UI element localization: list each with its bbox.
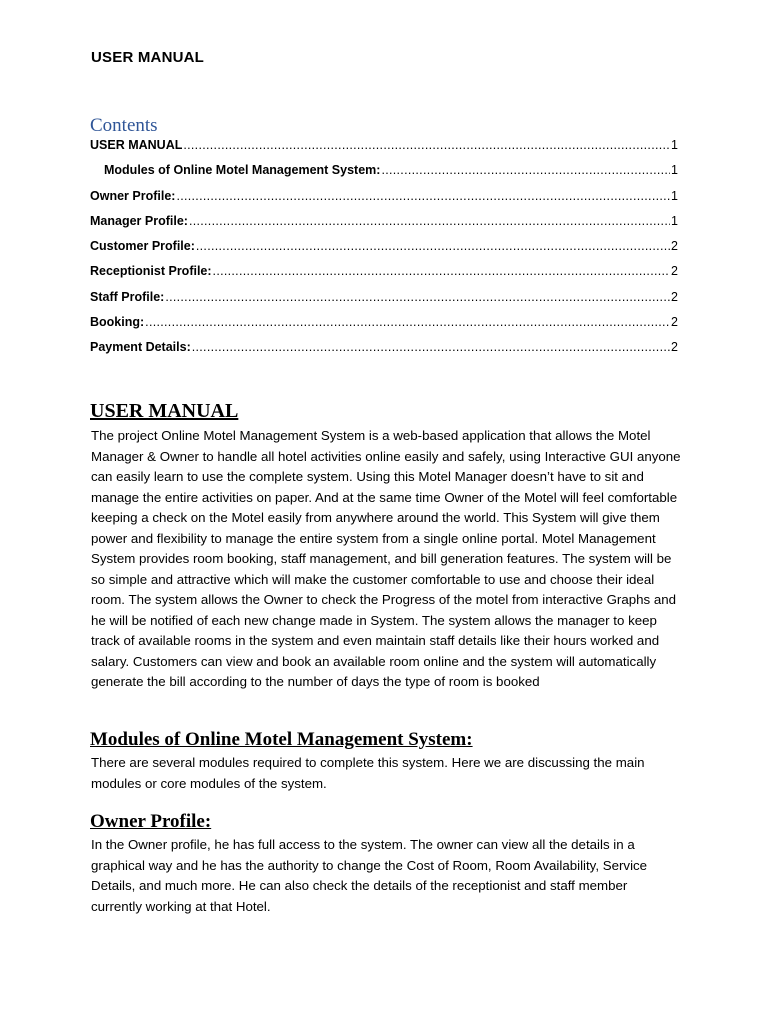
toc-leader bbox=[213, 264, 671, 278]
toc-entry-page: 1 bbox=[671, 163, 678, 178]
page-header-title: USER MANUAL bbox=[91, 49, 205, 66]
toc-entry-user-manual[interactable] bbox=[90, 138, 678, 163]
modules-body: There are several modules required to complete this system. Here we are discussing the main modules or core modules of the system. bbox=[91, 755, 645, 791]
toc-leader bbox=[189, 214, 670, 228]
modules-heading: Modules of Online Motel Management System: bbox=[90, 729, 473, 750]
toc-entry-label: Payment Details: bbox=[90, 340, 191, 355]
table-of-contents bbox=[90, 138, 678, 366]
contents-heading: Contents bbox=[90, 115, 158, 136]
toc-entry-booking[interactable] bbox=[90, 315, 678, 340]
toc-entry-manager-profile[interactable] bbox=[90, 214, 678, 239]
toc-entry-page: 2 bbox=[671, 340, 678, 355]
toc-entry-label: Modules of Online Motel Management System: bbox=[104, 163, 381, 178]
toc-entry-label: Staff Profile: bbox=[90, 289, 165, 304]
toc-entry-customer-profile[interactable] bbox=[90, 239, 678, 264]
toc-leader bbox=[145, 315, 670, 329]
toc-entry-label: USER MANUAL bbox=[90, 138, 183, 152]
toc-entry-label: Customer Profile: bbox=[90, 239, 195, 254]
toc-entry-label: Owner Profile: bbox=[90, 188, 176, 203]
toc-entry-staff-profile[interactable] bbox=[90, 290, 678, 315]
toc-entry-page: 1 bbox=[671, 138, 678, 152]
toc-entry-page: 2 bbox=[671, 315, 678, 330]
toc-leader bbox=[192, 340, 670, 354]
user-manual-body: The project Online Motel Management System is a web-based application that allows the Motel Manager & Owner to handle all hotel activities online easily and safely, using Interactive GUI anyone can easily learn to use the complete system. Using this Motel Manager doesn’t have to sit and manage the entire activities on paper. And at the same time Owner of the Motel will feel comfortable keeping a check on the Motel easily from anywhere around the world. This System will give them power and flexibility to manage the entire system from a single online portal. Motel Management System provides room booking, staff management, and bill generation features. The system will be so simple and attractive which will make the customer comfortable to use and choose their ideal room. The system allows the Owner to check the Progress of the motel from interactive Graphs and he will be notified of each new change made in System. The system allows the manager to keep track of available rooms in the system and even maintain staff details like their hours worked and salary. Customers can view and book an available room online and the system will automatically generate the bill according to the number of days the type of room is booked bbox=[91, 428, 681, 689]
owner-profile-heading: Owner Profile: bbox=[90, 811, 212, 832]
toc-entry-page: 2 bbox=[671, 264, 678, 279]
toc-leader bbox=[381, 163, 670, 177]
toc-entry-payment-details[interactable] bbox=[90, 340, 678, 365]
toc-leader bbox=[196, 239, 670, 253]
toc-entry-owner-profile[interactable] bbox=[90, 189, 678, 214]
toc-entry-modules[interactable] bbox=[90, 163, 678, 188]
toc-entry-page: 2 bbox=[671, 239, 678, 254]
toc-entry-page: 1 bbox=[671, 213, 678, 228]
toc-entry-label: Receptionist Profile: bbox=[90, 264, 212, 279]
toc-leader bbox=[176, 189, 670, 203]
owner-profile-body: In the Owner profile, he has full access to the system. The owner can view all the details in a graphical way and he has the authority to change the Cost of Room, Room Availability, Service Details, and much more. He can also check the details of the receptionist and staff member currently working at that Hotel. bbox=[91, 837, 648, 914]
toc-entry-label: Manager Profile: bbox=[90, 213, 188, 228]
toc-entry-page: 2 bbox=[671, 289, 678, 304]
user-manual-heading: USER MANUAL bbox=[90, 400, 239, 422]
toc-leader bbox=[165, 290, 670, 304]
toc-entry-receptionist-profile[interactable] bbox=[90, 264, 678, 289]
toc-leader bbox=[183, 138, 670, 152]
toc-entry-page: 1 bbox=[671, 188, 678, 203]
toc-entry-label: Booking: bbox=[90, 315, 145, 330]
